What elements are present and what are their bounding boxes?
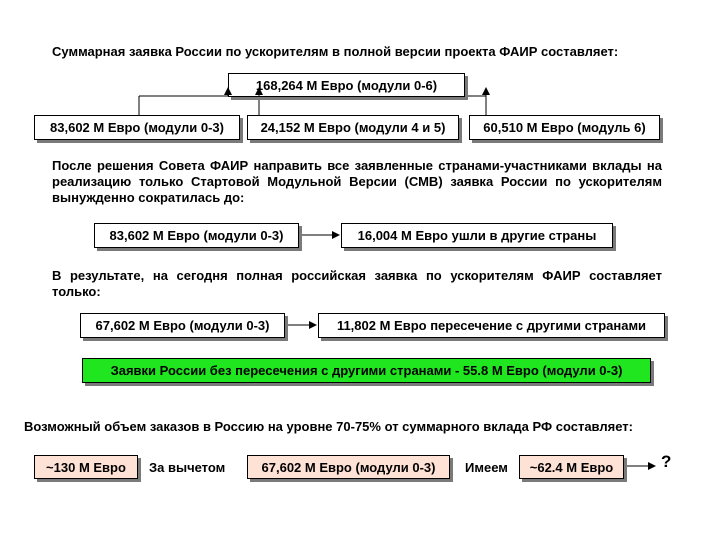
paragraph-council-decision: После решения Совета ФАИР направить все заявленные странами-участниками вклады на реализацию только Стартовой Модульной Версии (СМВ) заявка России по ускорителям вынужденно сократилась до: [52, 158, 662, 205]
russia-net-request-box: Заявки России без пересечения с другими странами - 55.8 М Евро (модули 0-3) [82, 358, 651, 383]
row2-left-box: 83,602 М Евро (модули 0-3) [94, 223, 299, 248]
row3-right-box: 11,802 М Евро пересечение с другими странами [318, 313, 665, 338]
box-62-4-m-euro: ~62.4 М Евро [519, 455, 624, 479]
sub-box-module-6: 60,510 М Евро (модуль 6) [469, 115, 660, 140]
box-130-m-euro: ~130 М Евро [34, 455, 138, 479]
paragraph-possible-orders: Возможный объем заказов в Россию на уровне 70-75% от суммарного вклада РФ составляет: [24, 419, 633, 434]
label-we-have: Имеем [465, 460, 508, 475]
heading: Суммарная заявка России по ускорителям в полной версии проекта ФАИР составляет: [52, 44, 619, 59]
paragraph-result: В результате, на сегодня полная российская заявка по ускорителям ФАИР составляет только: [52, 268, 662, 299]
top-total-box: 168,264 М Евро (модули 0-6) [228, 73, 465, 97]
sub-box-modules-0-3: 83,602 М Евро (модули 0-3) [34, 115, 240, 140]
label-minus: За вычетом [149, 460, 226, 475]
row2-right-box: 16,004 М Евро ушли в другие страны [341, 223, 613, 248]
sub-box-modules-4-5: 24,152 М Евро (модули 4 и 5) [247, 115, 459, 140]
box-67-602-m-euro: 67,602 М Евро (модули 0-3) [247, 455, 450, 479]
row3-left-box: 67,602 М Евро (модули 0-3) [80, 313, 285, 338]
question-mark: ? [661, 452, 672, 471]
